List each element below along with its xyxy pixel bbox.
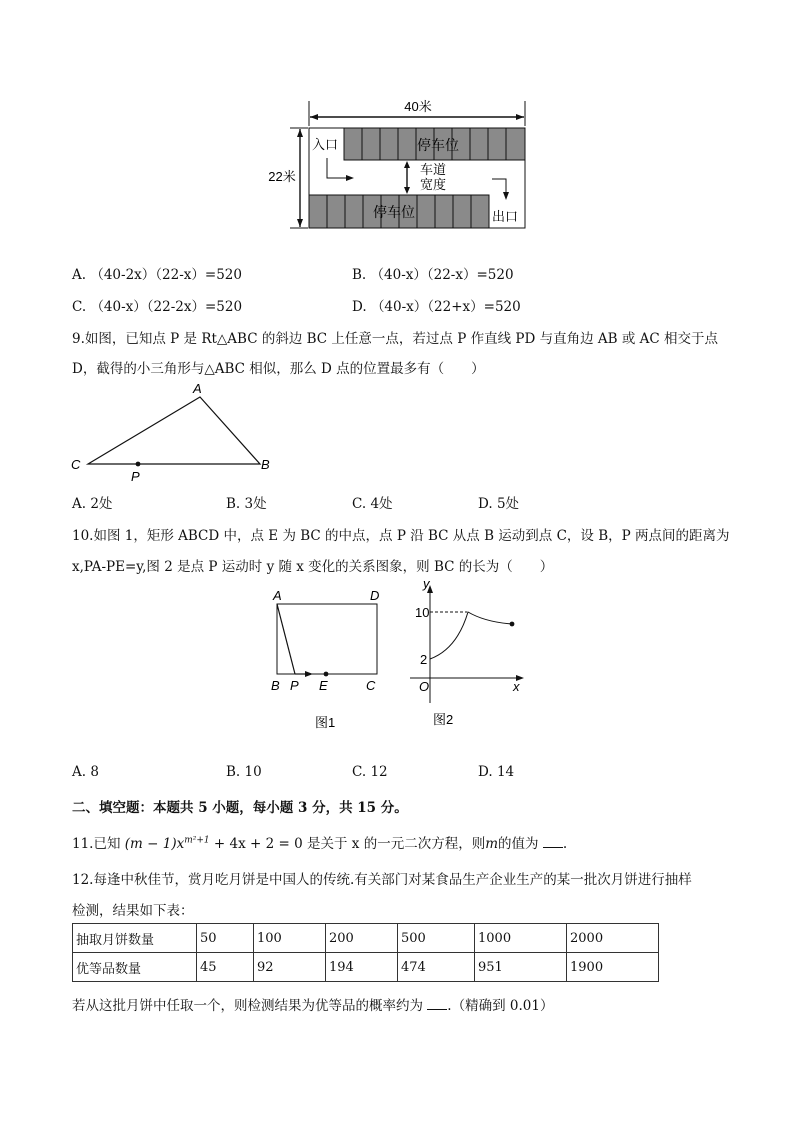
q10-figure-1-rectangle xyxy=(265,585,395,735)
q9-stem-line-2: D，截得的小三角形与△ABC 相似，那么 D 点的位置最多有（ ） xyxy=(72,361,485,377)
entrance-label: 入口 xyxy=(312,137,339,152)
q9-stem-line-1: 9.如图，已知点 P 是 Rt△ABC 的斜边 BC 上任意一点，若过点 P 作直线 PD 与直角边 AB 或 AC 相交于点 xyxy=(72,331,719,347)
table-cell: 100 xyxy=(254,924,326,953)
table-cell: 92 xyxy=(254,953,326,982)
option-text: 8 xyxy=(90,764,99,780)
option-text: （40-x）（22-x）=520 xyxy=(370,267,514,283)
bottom-lot-label: 停车位 xyxy=(373,204,415,220)
option-letter: D. xyxy=(478,496,493,512)
table-cell: 优等品数量 xyxy=(73,953,197,982)
table-cell: 45 xyxy=(197,953,254,982)
section-heading-fill-in: 二、填空题：本题共 5 小题，每小题 3 分，共 15 分。 xyxy=(72,800,408,816)
option-text: （40-x）（22-2x）=520 xyxy=(90,299,243,315)
point-p-label: P xyxy=(131,469,140,484)
q10-option-d xyxy=(478,764,514,780)
rect-p-label: P xyxy=(290,678,299,693)
q10-option-a xyxy=(72,764,99,780)
tick-2-label: 2 xyxy=(420,652,428,667)
rect-d-label: D xyxy=(370,588,380,603)
rect-c-label: C xyxy=(366,678,376,693)
x-axis-label: x xyxy=(513,679,520,694)
q11-exponent: m²+1 xyxy=(184,835,210,846)
answer-blank xyxy=(427,997,447,1010)
rect-e-label: E xyxy=(319,678,328,693)
q9-triangle-figure xyxy=(60,380,290,490)
mooncake-sampling-table xyxy=(72,923,659,982)
q8-option-c xyxy=(72,295,242,315)
parking-lot-figure xyxy=(260,96,540,236)
option-text: 2处 xyxy=(90,496,113,512)
vertex-c-label: C xyxy=(71,457,81,472)
table-cell: 50 xyxy=(197,924,254,953)
road-width-label-1: 车道 xyxy=(420,162,447,177)
table-cell: 194 xyxy=(326,953,398,982)
option-text: （40-2x）（22-x）=520 xyxy=(90,267,242,283)
road-width-label-2: 宽度 xyxy=(420,177,447,192)
option-text: 14 xyxy=(496,764,515,780)
exit-label: 出口 xyxy=(492,209,519,224)
q10-option-b xyxy=(226,764,262,780)
option-letter: B. xyxy=(352,267,367,283)
height-label: 22米 xyxy=(268,169,296,184)
y-x-curve xyxy=(430,612,512,659)
q10-figure-2-graph xyxy=(405,575,535,730)
q12-stem-line-2: 检测，结果如下表： xyxy=(72,903,194,919)
q11-end: . xyxy=(562,836,568,852)
option-text: 12 xyxy=(370,764,388,780)
q11-equation-tail: + 4x + 2 = 0 xyxy=(209,836,303,852)
q11-stem xyxy=(72,832,567,852)
table-cell: 500 xyxy=(398,924,475,953)
q9-option-b xyxy=(226,492,267,512)
option-letter: B. xyxy=(226,764,241,780)
option-text: 3处 xyxy=(244,496,267,512)
rect-b-label: B xyxy=(271,678,280,693)
q12-after-suffix: .（精确到 0.01） xyxy=(447,998,554,1014)
q9-option-c xyxy=(352,492,393,512)
option-text: （40-x）（22+x）=520 xyxy=(370,299,521,315)
table-cell: 2000 xyxy=(567,924,659,953)
origin-label: O xyxy=(419,679,430,694)
option-letter: D. xyxy=(478,764,493,780)
answer-blank xyxy=(543,835,563,848)
table-row xyxy=(73,924,659,953)
table-cell: 1900 xyxy=(567,953,659,982)
option-text: 10 xyxy=(244,764,262,780)
q9-option-a xyxy=(72,492,112,512)
q8-option-d xyxy=(352,295,521,315)
q8-option-b xyxy=(352,263,514,283)
q12-stem-line-1: 12.每逢中秋佳节，赏月吃月饼是中国人的传统.有关部门对某食品生产企业生产的某一批次月饼进行抽样 xyxy=(72,872,692,888)
option-letter: A. xyxy=(72,496,87,512)
width-label: 40米 xyxy=(404,99,432,114)
q11-suffix: 的值为 xyxy=(498,836,539,852)
table-cell: 474 xyxy=(398,953,475,982)
option-letter: A. xyxy=(72,764,87,780)
option-text: 5处 xyxy=(496,496,520,512)
q11-prefix: 11.已知 xyxy=(72,836,121,852)
vertex-a-label: A xyxy=(193,381,202,396)
figure-2-caption: 图2 xyxy=(433,712,454,727)
q8-option-a xyxy=(72,263,242,283)
table-cell: 1000 xyxy=(475,924,567,953)
top-lot-label: 停车位 xyxy=(417,137,459,153)
option-letter: C. xyxy=(72,299,87,315)
option-text: 4处 xyxy=(370,496,393,512)
option-letter: B. xyxy=(226,496,241,512)
y-axis-label: y xyxy=(423,576,430,591)
vertex-b-label: B xyxy=(261,457,270,472)
option-letter: C. xyxy=(352,496,367,512)
rect-a-label: A xyxy=(273,588,282,603)
option-letter: D. xyxy=(352,299,367,315)
option-letter: A. xyxy=(72,267,87,283)
tick-10-label: 10 xyxy=(415,605,430,620)
q9-option-d xyxy=(478,492,519,512)
q12-after-prefix: 若从这批月饼中任取一个，则检测结果为优等品的概率约为 xyxy=(72,998,423,1014)
table-row xyxy=(73,953,659,982)
q11-middle: 是关于 x 的一元二次方程，则 xyxy=(307,836,486,852)
q11-equation-head: (m − 1)x xyxy=(124,836,185,852)
q10-option-c xyxy=(352,764,388,780)
q10-stem-line-1: 10.如图 1，矩形 ABCD 中，点 E 为 BC 的中点，点 P 沿 BC 从点 B 运动到点 C，设 B，P 两点间的距离为 xyxy=(72,528,730,544)
table-cell: 抽取月饼数量 xyxy=(73,924,197,953)
q12-question xyxy=(72,994,553,1014)
q11-equation xyxy=(125,836,303,852)
q11-var: m xyxy=(485,836,499,852)
table-cell: 200 xyxy=(326,924,398,953)
option-letter: C. xyxy=(352,764,367,780)
table-cell: 951 xyxy=(475,953,567,982)
q10-stem-line-2: x,PA-PE=y,图 2 是点 P 运动时 y 随 x 变化的关系图象，则 BC 的长为（ ） xyxy=(72,559,554,575)
figure-1-caption: 图1 xyxy=(315,715,336,730)
